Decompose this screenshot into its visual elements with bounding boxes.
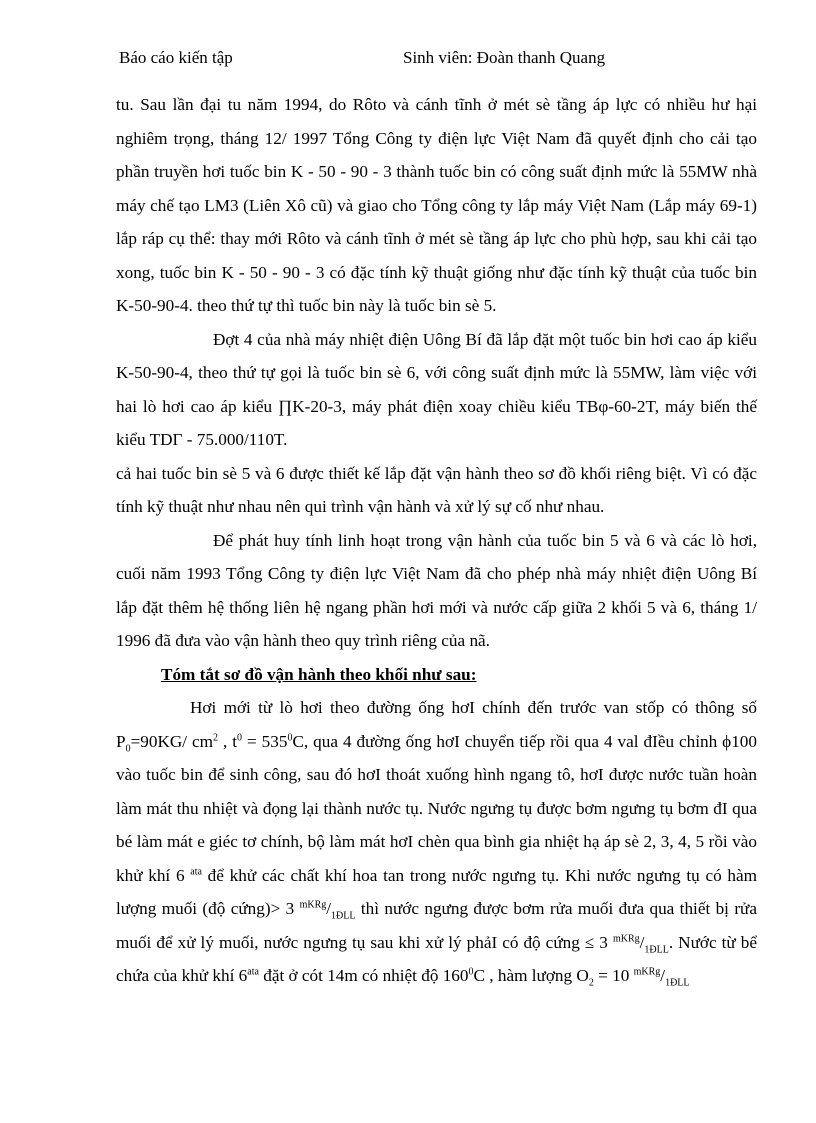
p5-sup: 0	[237, 731, 243, 743]
p5-sub: 0	[125, 742, 131, 754]
p5-sub: 1ĐLL	[644, 943, 669, 955]
p5-text: để khử các chất khí hoa tan trong nước ngưng tụ. Khi nước ngưng tụ có hàm lượng muối (độ cứng)> 3	[116, 865, 758, 918]
p5-sup: mKRg	[612, 932, 640, 944]
paragraph-4: Để phát huy tính linh hoạt trong vận hành của tuốc bin 5 và 6 và các lò hơi, cuối năm 1993 Tổng Công ty điện lực Việt Nam đã cho phép nhà máy nhiệt điện Uông Bí lắp đặt thêm hệ thống liên hệ ngang phần hơi mới và nước cấp giữa 2 khối 5 và 6, tháng 1/ 1996 đã đưa vào vận hành theo quy trình riêng của nã.	[116, 530, 757, 650]
p5-text: C, qua 4 đường ống hơI chuyển tiếp rồi qua 4 val đIều chỉnh ϕ100 vào tuốc bin để sinh công, sau đó hơI thoát xuống hình ngang tô, hơI được nước tuần hoàn làm mát thu nhiệt và đọng lại thành nước tụ. Nước ngưng tụ được bơm ngưng tụ bơm đI qua bé làm mát e giéc tơ chính, bộ làm mát hơI chèn qua bình gia nhiệt hạ áp sè 2, 3, 4, 5 rồi vào khử khí 6	[116, 731, 757, 885]
p5-text: /	[326, 899, 332, 918]
p5-text: =90KG/ cm	[130, 731, 214, 751]
p5-sub: 2	[588, 977, 594, 989]
paragraph-1: tu. Sau lần đại tu năm 1994, do Rôto và cánh tĩnh ở mét sè tầng áp lực có nhiều hư hại nghiêm trọng, tháng 12/ 1997 Tổng Công ty điện lực Việt Nam đã quyết định cho cải tạo phần truyền hơi tuốc bin K - 50 - 90 - 3 thành tuốc bin có công suất định mức là 55MW nhà máy chế tạo LM3 (Liên Xô cũ) và giao cho Tổng công ty lắp máy Việt Nam (Lắp máy 69-1) lắp ráp cụ thể: thay mới Rôto và cánh tĩnh ở mét sè tầng áp lực cho phù hợp, sau khi cải tạo xong, tuốc bin K - 50 - 90 - 3 có đặc tính kỹ thuật giống như đặc tính kỹ thuật của tuốc bin K-50-90-4. theo thứ tự thì tuốc bin này là tuốc bin sè 5.	[116, 95, 757, 315]
p5-sub: 1ĐLL	[665, 977, 690, 989]
p5-text: . Nước từ bể chứa của khử khí 6	[116, 932, 757, 985]
p5-sup: 2	[213, 731, 219, 743]
p5-sup: 0	[468, 966, 474, 978]
p5-text: C , hàm lượng O	[473, 966, 589, 985]
p5-sup: ata	[190, 865, 202, 877]
p5-text: Hơi mới từ lò hơi theo đường ống hơI chính đến trước van stốp có thông số P	[116, 698, 757, 751]
p5-sub: 1ĐLL	[331, 910, 356, 922]
header-student-name: Sinh viên: Đoàn thanh Quang	[403, 48, 606, 67]
paragraph-5	[116, 691, 757, 993]
p5-text: /	[639, 932, 645, 952]
p5-sup: mKRg	[299, 899, 327, 911]
section-heading: Tóm tắt sơ đồ vận hành theo khối như sau:	[161, 664, 477, 684]
p5-text: = 10	[593, 966, 634, 985]
p5-sup: mKRg	[633, 966, 661, 978]
p5-sup: 0	[287, 731, 293, 743]
p5-text: = 535	[242, 731, 288, 751]
paragraph-2: Đợt 4 của nhà máy nhiệt điện Uông Bí đã lắp đặt một tuốc bin hơi cao áp kiểu K-50-90-4, theo thứ tự gọi là tuốc bin sè 6, với công suất định mức là 55MW, làm việc với hai lò hơi cao áp kiểu ∏K-20-3, máy phát điện xoay chiều kiểu TBφ-60-2T, máy biến thế kiểu TDΓ - 75.000/110T.	[116, 329, 757, 449]
document-body	[116, 88, 757, 993]
p5-text: đặt ở cót 14m có nhiệt độ 160	[258, 966, 469, 985]
p5-text: , t	[218, 731, 238, 751]
p5-sup: ata	[247, 966, 259, 978]
p5-text: thì nước ngưng được bơm rửa muối đưa qua thiết bị rửa muối để xử lý muối, nước ngưng tụ sau khi xử lý phảI có độ cứng ≤ 3	[116, 899, 757, 952]
header-report-title: Báo cáo kiến tập	[119, 48, 233, 67]
page-header	[119, 48, 719, 74]
paragraph-3: cả hai tuốc bin sè 5 và 6 được thiết kế lắp đặt vận hành theo sơ đồ khối riêng biệt. Vì có đặc tính kỹ thuật như nhau nên qui trình vận hành và xử lý sự cố như nhau.	[116, 463, 757, 516]
p5-text: /	[660, 966, 666, 985]
